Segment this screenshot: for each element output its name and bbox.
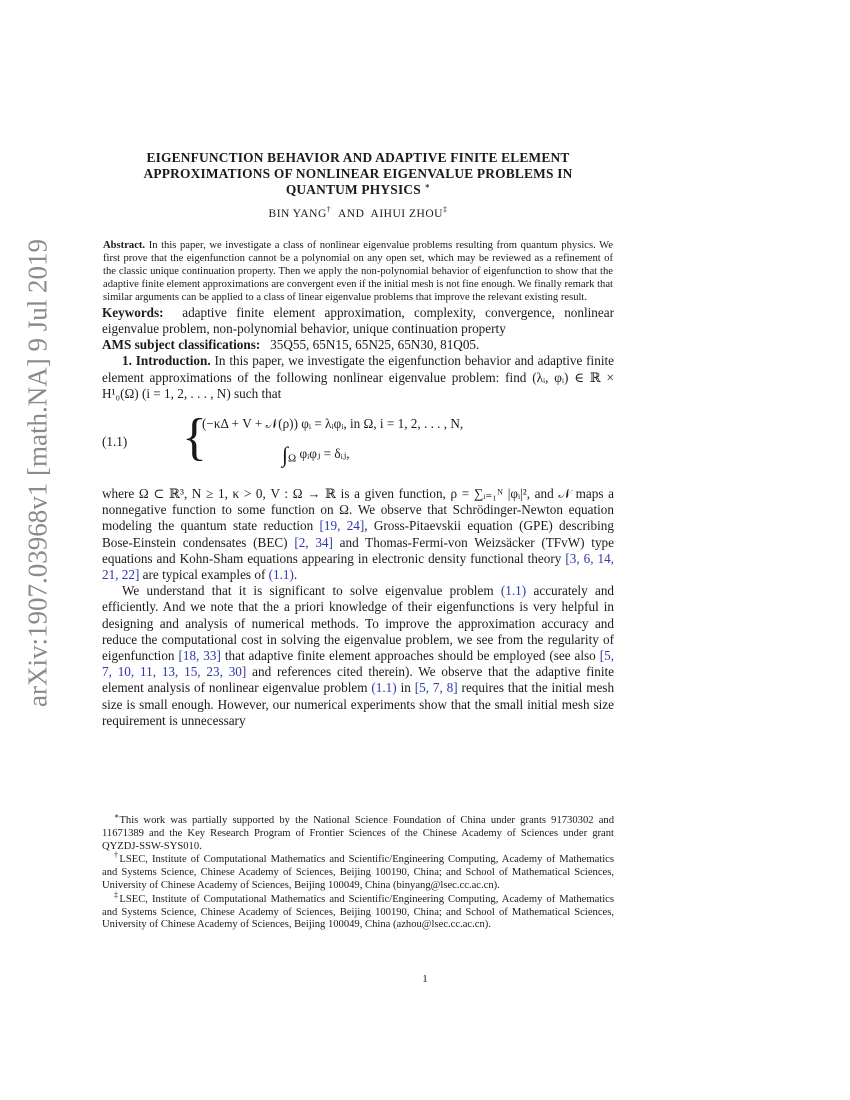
equation-ref-link[interactable]: (1.1)	[500, 583, 527, 599]
abstract-label: Abstract.	[103, 240, 146, 252]
body-text: are typical examples of	[142, 566, 266, 582]
body-text: and Thomas-Fermi-von Weizsäcker (TFvW) type equations and Kohn-Sham equations appearing in electronic density functional theory	[102, 534, 614, 566]
title-line-2: APPROXIMATIONS OF NONLINEAR EIGENVALUE PROBLEMS IN	[143, 166, 573, 181]
equation-line-1: (−κΔ + V + 𝒩(ρ)) φᵢ = λᵢφᵢ, in Ω, i = 1, 2, . . . , N,	[202, 415, 464, 431]
body-text: .	[293, 566, 298, 582]
footnote-2-mark: †	[114, 850, 120, 860]
arxiv-identifier: arXiv:1907.03968v1 [math.NA] 9 Jul 2019	[22, 239, 53, 707]
footnote-2	[102, 850, 614, 892]
citation-link[interactable]: [5, 7, 10, 11, 13, 15, 23, 30]	[102, 647, 615, 680]
body-text: and references cited therein). We observe that the adaptive finite element analysis of nonlinear eigenvalue problem	[102, 664, 615, 696]
intro-p1-text: In this paper, we investigate the eigenfunction behavior and adaptive finite element approximations of the following nonlinear eigenvalue problem: find (λᵢ, φᵢ) ∈ ℝ × H¹₀(Ω) (i = 1, 2, . . . , N) such that	[102, 353, 614, 401]
author-1-mark: †	[326, 205, 332, 215]
citation-link[interactable]: [3, 6, 14, 21, 22]	[102, 550, 614, 582]
ams-classifications	[102, 337, 614, 353]
footnote-3-text: LSEC, Institute of Computational Mathematics and Scientific/Engineering Computing, Academy of Mathematics and Systems Science, Chinese Academy of Sciences, Beijing 100190, China; and School of Mathematical Sciences, University of Chinese Academy of Sciences, Beijing 100049, China (azhou@lsec.cc.ac.cn).	[102, 893, 614, 931]
intro-paragraph-1	[102, 353, 614, 402]
section-heading: 1. Introduction.	[122, 353, 211, 369]
page-number: 1	[422, 973, 428, 985]
equation-number: (1.1)	[102, 433, 128, 449]
footnote-1	[102, 811, 614, 853]
author-2-mark: ‡	[442, 205, 448, 215]
author-and: AND	[338, 208, 365, 220]
title-line-3: QUANTUM PHYSICS	[285, 182, 421, 197]
paper-body	[102, 150, 614, 729]
body-text: that adaptive finite element approaches should be employed (see also	[224, 647, 596, 663]
equation-ref-link[interactable]: (1.1)	[268, 566, 294, 582]
integral-domain: Ω	[288, 452, 297, 465]
paper-title	[102, 150, 614, 198]
where-text: where Ω ⊂ ℝ³, N ≥ 1, κ > 0, V : Ω → ℝ is a given function, ρ = ∑ᵢ₌₁ᴺ |φᵢ|², and 𝒩 maps a nonnegative function to some function on Ω. We observe that Schrödinger-Newton equation modeling the quantum state reduction	[102, 485, 614, 534]
integral-sign: ∫	[282, 441, 289, 467]
citation-link[interactable]: [2, 34]	[294, 534, 333, 550]
equation-ref-link[interactable]: (1.1)	[371, 680, 397, 696]
equation-line-2	[282, 441, 350, 467]
equation-brace: {	[182, 408, 207, 466]
intro-paragraph-3	[102, 583, 614, 729]
ams-text: 35Q55, 65N15, 65N25, 65N30, 81Q05.	[270, 337, 480, 353]
citation-link[interactable]: [18, 33]	[178, 647, 221, 663]
equation-1-1	[102, 410, 614, 478]
author-2: AIHUI ZHOU	[370, 208, 443, 220]
body-text: requires that the initial mesh size is small enough. However, our numerical experiments show that the small initial mesh size requirement is unnecessary	[102, 680, 615, 728]
footnote-3-mark: ‡	[114, 890, 120, 900]
footnote-1-text: This work was partially supported by the National Science Foundation of China under grants 91730302 and 11671389 and the Key Research Program of Frontier Sciences of the Chinese Academy of Sciences under grant QYZDJ-SSW-SYS010.	[102, 815, 614, 852]
title-line-1: EIGENFUNCTION BEHAVIOR AND ADAPTIVE FINITE ELEMENT	[146, 150, 570, 165]
author-list	[102, 206, 614, 222]
body-text: in	[400, 680, 411, 696]
abstract-text: In this paper, we investigate a class of nonlinear eigenvalue problems resulting from quantum physics. We first prove that the eigenfunction cannot be a polynomial on any open set, which may be reviewed as a refinement of the classic unique continuation property. Then we apply the non-polynomial behavior of eigenfunction to show that the adaptive finite element approximations are convergent even if the initial mesh is not fine enough. We finally remark that similar arguments can be applied to a class of linear eigenvalue problems that improve the relevant existing result.	[103, 240, 613, 303]
author-1: BIN YANG	[268, 208, 327, 220]
ams-label: AMS subject classifications:	[102, 337, 261, 353]
body-text: accurately and efficiently. And we note that the a priori knowledge of their eigenfunctions is very helpful in designing and analysis of numerical methods. To improve the approximation accuracy and reduce the computational cost in solving the eigenvalue problem, we see from the regularity of eigenfunction	[102, 583, 615, 663]
equation-integrand: φᵢφⱼ = δᵢⱼ,	[299, 445, 350, 461]
citation-link[interactable]: [5, 7, 8]	[414, 680, 458, 696]
citation-link[interactable]: [19, 24]	[319, 518, 365, 534]
keywords-label: Keywords:	[102, 304, 164, 320]
footnote-3	[102, 890, 614, 932]
keywords	[102, 305, 614, 337]
body-text: We understand that it is significant to solve eigenvalue problem	[122, 583, 494, 599]
footnote-1-mark: ∗	[114, 811, 120, 821]
body-text: , Gross-Pitaevskii equation (GPE) describing Bose-Einstein condensates (BEC)	[102, 518, 614, 550]
arxiv-sidebar	[16, 239, 60, 707]
footnotes	[102, 811, 614, 933]
keywords-text: adaptive finite element approximation, complexity, convergence, nonlinear eigenvalue problem, non-polynomial behavior, unique continuation property	[102, 304, 614, 336]
title-footnote-mark: ∗	[424, 181, 431, 191]
footnote-2-text: LSEC, Institute of Computational Mathematics and Scientific/Engineering Computing, Academy of Mathematics and Systems Science, Chinese Academy of Sciences, Beijing 100190, China; and School of Mathematical Sciences, University of Chinese Academy of Sciences, Beijing 100049, China (binyang@lsec.cc.ac.cn).	[102, 854, 614, 891]
intro-paragraph-2	[102, 486, 614, 583]
abstract	[102, 240, 614, 305]
